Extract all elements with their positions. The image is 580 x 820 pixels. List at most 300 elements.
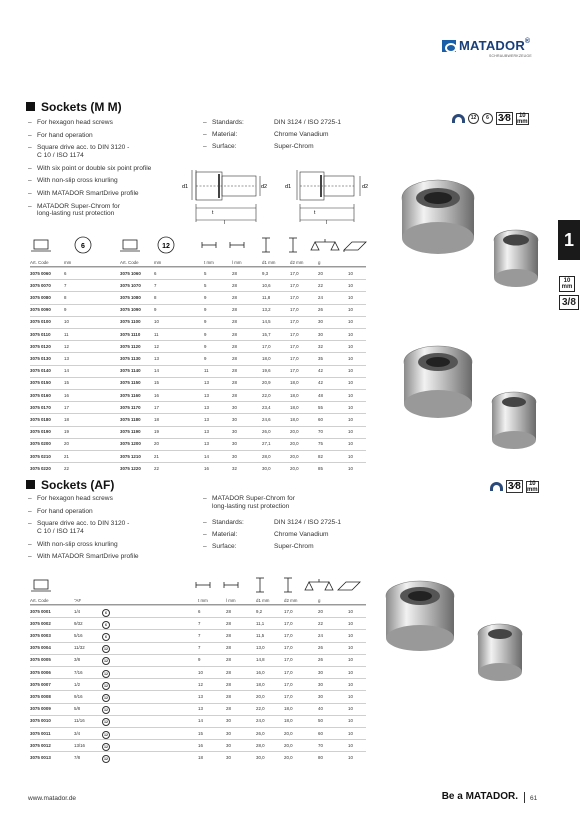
table-cell: 3075 1080 bbox=[120, 294, 141, 300]
l-label: l bbox=[224, 220, 226, 226]
table-cell: 30 bbox=[226, 730, 231, 736]
feature-item: – Square drive acc. to DIN 3120 - C 10 / ISO 1174 bbox=[28, 520, 188, 535]
table-cell: 12 bbox=[198, 681, 203, 687]
table-row bbox=[30, 739, 366, 751]
table-cell: 14,8 bbox=[256, 657, 265, 663]
table-cell: 11 bbox=[64, 331, 69, 337]
table-cell: 55 bbox=[318, 404, 323, 410]
table-cell: 10 bbox=[64, 319, 69, 325]
socket-6-point-image bbox=[398, 320, 548, 470]
table-cell: 28 bbox=[232, 355, 237, 361]
table-cell: 9 bbox=[204, 355, 207, 361]
table-cell: 10 bbox=[348, 465, 353, 471]
table-cell: 26 bbox=[318, 645, 323, 651]
table-cell: 13,0 bbox=[256, 645, 265, 651]
table-row bbox=[30, 605, 366, 617]
socket-dimension-diagram bbox=[182, 164, 372, 230]
table-cell: 20,0 bbox=[290, 465, 299, 471]
table-cell: 23,4 bbox=[262, 404, 271, 410]
table-cell: 85 bbox=[318, 465, 323, 471]
column-header: d1 mm bbox=[256, 598, 270, 603]
table-cell: 18,0 bbox=[290, 380, 299, 386]
table-cell: 11/32 bbox=[74, 645, 85, 651]
table-cell: 7 bbox=[198, 620, 201, 626]
table-cell: 10 bbox=[348, 645, 353, 651]
table-cell: 28 bbox=[232, 368, 237, 374]
table-cell: 18 bbox=[198, 754, 203, 760]
table-cell: 3075 0220 bbox=[30, 465, 51, 471]
table-cell: 20,9 bbox=[262, 380, 271, 386]
section-title-af: Sockets (AF) bbox=[26, 478, 114, 492]
table-row bbox=[30, 267, 366, 279]
table-cell: 3075 0010 bbox=[30, 718, 51, 724]
table-cell: 6 bbox=[64, 270, 67, 276]
table-cell: 10 bbox=[348, 730, 353, 736]
table-cell: 17,0 bbox=[290, 331, 299, 337]
table-cell: 18,0 bbox=[290, 404, 299, 410]
table-cell: 14 bbox=[198, 718, 203, 724]
table-cell: 28 bbox=[226, 608, 231, 614]
table-cell: 28 bbox=[232, 307, 237, 313]
table-cell: 28 bbox=[226, 706, 231, 712]
profile-badge: 6 bbox=[102, 621, 110, 629]
table-cell: 28 bbox=[226, 645, 231, 651]
feature-icons-af bbox=[490, 480, 539, 493]
table-cell: 10 bbox=[348, 754, 353, 760]
table-cell: 13 bbox=[204, 429, 209, 435]
chapter-tab: 1 bbox=[558, 220, 580, 260]
feature-item: – With six point or double six point profile bbox=[28, 165, 178, 173]
table-cell: 3075 0003 bbox=[30, 632, 51, 638]
table-cell: 3075 0013 bbox=[30, 754, 51, 760]
table-cell: 28 bbox=[232, 282, 237, 288]
table-cell: 13,2 bbox=[262, 307, 271, 313]
table-cell: 20 bbox=[318, 608, 323, 614]
spec-key: – Surface: bbox=[203, 143, 274, 150]
table-cell: 60 bbox=[318, 730, 323, 736]
table-row bbox=[30, 365, 366, 377]
table-cell: 30 bbox=[318, 331, 323, 337]
table-cell: 10 bbox=[348, 307, 353, 313]
table-cell: 30 bbox=[232, 453, 237, 459]
feature-icons-mm bbox=[452, 112, 529, 125]
table-cell: 17,0 bbox=[290, 282, 299, 288]
table-cell: 26,0 bbox=[256, 730, 265, 736]
table-cell: 9 bbox=[154, 307, 157, 313]
table-cell: 13 bbox=[204, 441, 209, 447]
table-cell: 10 bbox=[348, 706, 353, 712]
table-cell: 28 bbox=[232, 392, 237, 398]
table-cell: 28 bbox=[226, 620, 231, 626]
mm-10-icon: 10 mm bbox=[516, 113, 528, 125]
table-cell: 13/16 bbox=[74, 742, 85, 748]
table-cell: 21 bbox=[64, 453, 69, 459]
table-cell: 15 bbox=[154, 380, 159, 386]
table-cell: 3075 0150 bbox=[30, 380, 51, 386]
table-cell: 11,8 bbox=[262, 294, 271, 300]
table-cell: 19,6 bbox=[262, 368, 271, 374]
table-cell: 17,0 bbox=[290, 355, 299, 361]
table-cell: 28,0 bbox=[256, 742, 265, 748]
column-header: d2 mm bbox=[290, 260, 304, 265]
6-point-icon: 6 bbox=[482, 113, 493, 124]
table-cell: 10 bbox=[348, 355, 353, 361]
table-cell: 3075 1110 bbox=[120, 331, 141, 337]
table-row bbox=[30, 279, 366, 291]
table-cell: 13 bbox=[204, 404, 209, 410]
table-cell: 30 bbox=[318, 681, 323, 687]
table-cell: 17,0 bbox=[284, 620, 293, 626]
table-cell: 30 bbox=[232, 429, 237, 435]
table-cell: 7 bbox=[64, 282, 67, 288]
profile-badge: 12 bbox=[104, 744, 108, 749]
table-cell: 32 bbox=[318, 343, 323, 349]
table-cell: 17,0 bbox=[284, 693, 293, 699]
table-row bbox=[30, 727, 366, 739]
table-cell: 1/2 bbox=[74, 681, 81, 687]
table-cell: 20 bbox=[318, 270, 323, 276]
column-header: l mm bbox=[226, 598, 236, 603]
table-cell: 30,0 bbox=[262, 465, 271, 471]
table-cell: 50 bbox=[318, 718, 323, 724]
table-cell: 28 bbox=[232, 380, 237, 386]
table-cell: 30 bbox=[232, 404, 237, 410]
spec-value: DIN 3124 / ISO 2725-1 bbox=[274, 519, 342, 526]
table-row bbox=[30, 715, 366, 727]
table-cell: 3075 1070 bbox=[120, 282, 141, 288]
table-cell: 3075 0140 bbox=[30, 368, 51, 374]
table-cell: 28 bbox=[232, 319, 237, 325]
table-cell: 3075 1190 bbox=[120, 429, 141, 435]
spec-row bbox=[203, 543, 341, 550]
table-cell: 30 bbox=[232, 416, 237, 422]
section-title-mm: Sockets (M M) bbox=[26, 100, 122, 114]
table-cell: 10 bbox=[348, 380, 353, 386]
table-cell: 10 bbox=[348, 319, 353, 325]
matador-logo bbox=[442, 38, 542, 60]
column-header: d1 mm bbox=[262, 260, 276, 265]
mm-10-icon: 10 mm bbox=[526, 481, 538, 493]
table-row bbox=[30, 389, 366, 401]
table-cell: 3075 0002 bbox=[30, 620, 51, 626]
table-cell: 17,0 bbox=[284, 657, 293, 663]
table-cell: 20,0 bbox=[256, 693, 265, 699]
table-cell: 3075 0009 bbox=[30, 706, 51, 712]
table-cell: 3075 1130 bbox=[120, 355, 141, 361]
table-cell: 10 bbox=[348, 681, 353, 687]
spec-key: – Standards: bbox=[203, 519, 274, 526]
table-row bbox=[30, 413, 366, 425]
smartdrive-icon bbox=[490, 482, 503, 491]
feature-item: – With non-slip cross knurling bbox=[28, 541, 188, 549]
spec-value: DIN 3124 / ISO 2725-1 bbox=[274, 119, 342, 126]
table-cell: 3075 0001 bbox=[30, 608, 51, 614]
table-cell: 17,0 bbox=[284, 669, 293, 675]
table-cell: 3075 0190 bbox=[30, 429, 51, 435]
table-cell: 14 bbox=[154, 368, 159, 374]
table-cell: 10 bbox=[348, 368, 353, 374]
column-header: t mm bbox=[198, 598, 208, 603]
table-row bbox=[30, 291, 366, 303]
table-row bbox=[30, 328, 366, 340]
table-cell: 30,0 bbox=[256, 754, 265, 760]
table-cell: 9,3 bbox=[262, 270, 269, 276]
table-cell: 3/4 bbox=[74, 730, 81, 736]
table-row bbox=[30, 426, 366, 438]
spec-row bbox=[203, 143, 341, 150]
footer-slogan: Be a MATADOR. bbox=[441, 791, 518, 802]
table-row bbox=[30, 703, 366, 715]
table-cell: 30 bbox=[226, 718, 231, 724]
table-cell: 3075 1100 bbox=[120, 319, 141, 325]
profile-badge: 6 bbox=[102, 633, 110, 641]
table-cell: 7 bbox=[154, 282, 157, 288]
table-row bbox=[30, 352, 366, 364]
table-cell: 22 bbox=[64, 465, 69, 471]
table-cell: 30 bbox=[226, 742, 231, 748]
table-header-icons-mm bbox=[30, 236, 370, 258]
feature-item: – Square drive acc. to DIN 3120 - C 10 / ISO 1174 bbox=[28, 144, 178, 159]
table-cell: 11 bbox=[204, 368, 209, 374]
table-cell: 28 bbox=[226, 632, 231, 638]
table-cell: 17,0 bbox=[284, 681, 293, 687]
table-cell: 10 bbox=[348, 331, 353, 337]
table-cell: 18,0 bbox=[284, 718, 293, 724]
table-cell: 9 bbox=[204, 319, 207, 325]
table-cell: 10 bbox=[348, 429, 353, 435]
table-cell: 24,6 bbox=[262, 416, 271, 422]
table-cell: 42 bbox=[318, 368, 323, 374]
table-cell: 27,1 bbox=[262, 441, 271, 447]
feature-item: – With non-slip cross knurling bbox=[28, 177, 178, 185]
table-cell: 3075 0160 bbox=[30, 392, 51, 398]
table-cell: 40 bbox=[318, 706, 323, 712]
d1-label: d1 bbox=[285, 184, 292, 190]
feature-item: – MATADOR Super-Chrom for long-lasting rust protection bbox=[28, 203, 178, 218]
table-cell: 14 bbox=[64, 368, 69, 374]
table-row bbox=[30, 401, 366, 413]
table-cell: 14 bbox=[204, 453, 209, 459]
table-cell: 30 bbox=[318, 319, 323, 325]
table-cell: 3075 0100 bbox=[30, 319, 51, 325]
footer-url[interactable]: www.matador.de bbox=[28, 795, 77, 802]
table-cell: 10 bbox=[348, 632, 353, 638]
table-cell: 3075 0012 bbox=[30, 742, 51, 748]
table-cell: 16 bbox=[154, 392, 159, 398]
table-cell: 14,5 bbox=[262, 319, 271, 325]
table-cell: 17,0 bbox=[290, 343, 299, 349]
table-cell: 11 bbox=[154, 331, 159, 337]
table-cell: 11,1 bbox=[256, 620, 265, 626]
socket-12-point-image bbox=[398, 148, 548, 298]
table-cell: 17,0 bbox=[284, 645, 293, 651]
table-cell: 3075 0200 bbox=[30, 441, 51, 447]
table-cell: 16,0 bbox=[256, 669, 265, 675]
table-cell: 10 bbox=[348, 608, 353, 614]
profile-badge: 12 bbox=[104, 647, 108, 652]
profile-badge: 12 bbox=[104, 720, 108, 725]
table-cell: 10 bbox=[154, 319, 159, 325]
spec-key: – Material: bbox=[203, 531, 274, 538]
table-cell: 18,0 bbox=[256, 681, 265, 687]
table-cell: 70 bbox=[318, 742, 323, 748]
table-cell: 10 bbox=[348, 693, 353, 699]
spec-row bbox=[203, 131, 341, 138]
spec-value: Super-Chrom bbox=[274, 543, 314, 550]
spec-value: Super-Chrom bbox=[274, 143, 314, 150]
table-cell: 8 bbox=[154, 294, 157, 300]
table-cell: 17,0 bbox=[262, 343, 271, 349]
table-cell: 28 bbox=[226, 669, 231, 675]
column-header: t mm bbox=[204, 260, 214, 265]
table-cell: 9 bbox=[64, 307, 67, 313]
table-cell: 10 bbox=[348, 270, 353, 276]
table-cell: 30 bbox=[318, 693, 323, 699]
table-cell: 82 bbox=[318, 453, 323, 459]
table-cell: 3075 0004 bbox=[30, 645, 51, 651]
table-cell: 13 bbox=[204, 416, 209, 422]
table-cell: 13 bbox=[198, 706, 203, 712]
table-cell: 13 bbox=[154, 355, 159, 361]
table-cell: 17,0 bbox=[290, 307, 299, 313]
smartdrive-icon bbox=[452, 114, 465, 123]
table-cell: 20,0 bbox=[284, 730, 293, 736]
table-cell: 28,0 bbox=[262, 453, 271, 459]
spec-key: – Material: bbox=[203, 131, 274, 138]
column-header: d2 mm bbox=[284, 598, 298, 603]
table-cell: 5/16 bbox=[74, 632, 83, 638]
feature-item: – With MATADOR SmartDrive profile bbox=[28, 190, 178, 198]
table-cell: 19 bbox=[64, 429, 69, 435]
spec-key: – Surface: bbox=[203, 543, 274, 550]
table-cell: 12 bbox=[64, 343, 69, 349]
table-cell: 9/32 bbox=[74, 620, 83, 626]
table-cell: 3075 1200 bbox=[120, 441, 141, 447]
table-cell: 13 bbox=[64, 355, 69, 361]
table-cell: 80 bbox=[318, 754, 323, 760]
t-label: t bbox=[212, 210, 214, 216]
table-cell: 10 bbox=[348, 343, 353, 349]
table-cell: 17,0 bbox=[290, 294, 299, 300]
table-cell: 17,0 bbox=[290, 319, 299, 325]
table-cell: 3075 1060 bbox=[120, 270, 141, 276]
table-cell: 11,5 bbox=[256, 632, 265, 638]
table-cell: 5 bbox=[204, 282, 207, 288]
table-row bbox=[30, 629, 366, 641]
spec-key: – Standards: bbox=[203, 119, 274, 126]
spec-value: Chrome Vanadium bbox=[274, 131, 329, 138]
table-cell: 17 bbox=[64, 404, 69, 410]
table-row bbox=[30, 751, 366, 763]
table-cell: 13 bbox=[204, 392, 209, 398]
table-cell: 24 bbox=[318, 294, 323, 300]
table-cell: 22,0 bbox=[262, 392, 271, 398]
table-cell: 3075 0060 bbox=[30, 270, 51, 276]
table-cell: 3075 0210 bbox=[30, 453, 51, 459]
table-cell: 7/8 bbox=[74, 754, 81, 760]
table-cell: 28 bbox=[226, 681, 231, 687]
feature-item: – For hexagon head screws bbox=[28, 119, 178, 127]
table-cell: 10 bbox=[348, 282, 353, 288]
profile-badge: 12 bbox=[104, 732, 108, 737]
table-cell: 17,0 bbox=[290, 368, 299, 374]
table-cell: 15,7 bbox=[262, 331, 271, 337]
column-header: mm bbox=[154, 260, 162, 265]
d2-label: d2 bbox=[261, 184, 268, 190]
table-cell: 5/8 bbox=[74, 706, 81, 712]
profile-badge: 12 bbox=[104, 756, 108, 761]
profile-badge: 12 bbox=[104, 659, 108, 664]
table-header-icons-af bbox=[30, 576, 370, 598]
table-row bbox=[30, 462, 366, 474]
table-cell: 24,0 bbox=[256, 718, 265, 724]
table-cell: 5 bbox=[204, 270, 207, 276]
table-row bbox=[30, 666, 366, 678]
brand-name: MATADOR® bbox=[459, 38, 531, 53]
column-header: Art. Code bbox=[30, 260, 49, 265]
table-cell: 3075 1140 bbox=[120, 368, 141, 374]
table-row bbox=[30, 304, 366, 316]
table-cell: 28 bbox=[232, 343, 237, 349]
table-cell: 10 bbox=[348, 657, 353, 663]
table-cell: 1/4 bbox=[74, 608, 81, 614]
table-cell: 75 bbox=[318, 441, 323, 447]
table-cell: 22 bbox=[318, 282, 323, 288]
table-cell: 9,2 bbox=[256, 608, 263, 614]
table-cell: 10 bbox=[348, 441, 353, 447]
table-cell: 18,0 bbox=[284, 706, 293, 712]
table-cell: 3075 0011 bbox=[30, 730, 51, 736]
table-cell: 18,0 bbox=[290, 392, 299, 398]
table-cell: 26,0 bbox=[262, 429, 271, 435]
feature-item: – For hand operation bbox=[28, 132, 178, 140]
table-cell: 3075 0008 bbox=[30, 693, 51, 699]
table-cell: 10 bbox=[348, 742, 353, 748]
table-cell: 17,0 bbox=[290, 270, 299, 276]
table-row bbox=[30, 450, 366, 462]
12-point-icon: 12 bbox=[468, 113, 479, 124]
table-cell: 3075 1120 bbox=[120, 343, 141, 349]
table-cell: 9 bbox=[204, 307, 207, 313]
table-cell: 28 bbox=[232, 331, 237, 337]
page-number: 61 bbox=[530, 795, 538, 802]
table-cell: 3075 1160 bbox=[120, 392, 141, 398]
profile-12-badge: 12 bbox=[162, 243, 170, 250]
table-cell: 15 bbox=[64, 380, 69, 386]
table-header bbox=[30, 259, 366, 267]
side-mm-icon: 10 mm bbox=[559, 276, 575, 292]
table-cell: 20,0 bbox=[284, 742, 293, 748]
t-label: t bbox=[314, 210, 316, 216]
table-cell: 3075 0006 bbox=[30, 669, 51, 675]
table-cell: 20,0 bbox=[290, 429, 299, 435]
spec-row bbox=[203, 119, 341, 126]
table-cell: 20 bbox=[154, 441, 159, 447]
table-row bbox=[30, 678, 366, 690]
table-cell: 6 bbox=[198, 608, 201, 614]
drive-size-icon: 3⁄8 bbox=[498, 113, 511, 124]
table-cell: 3075 0090 bbox=[30, 307, 51, 313]
table-cell: 13 bbox=[198, 693, 203, 699]
table-cell: 13 bbox=[204, 380, 209, 386]
table-cell: 28 bbox=[226, 693, 231, 699]
matador-logo-icon bbox=[442, 40, 456, 52]
table-cell: 10 bbox=[348, 416, 353, 422]
table-cell: 48 bbox=[318, 392, 323, 398]
brand-subline: SCHRAUBWERKZEUGE bbox=[489, 54, 532, 58]
drive-size-icon: 3⁄8 bbox=[508, 481, 521, 492]
table-cell: 26 bbox=[318, 657, 323, 663]
